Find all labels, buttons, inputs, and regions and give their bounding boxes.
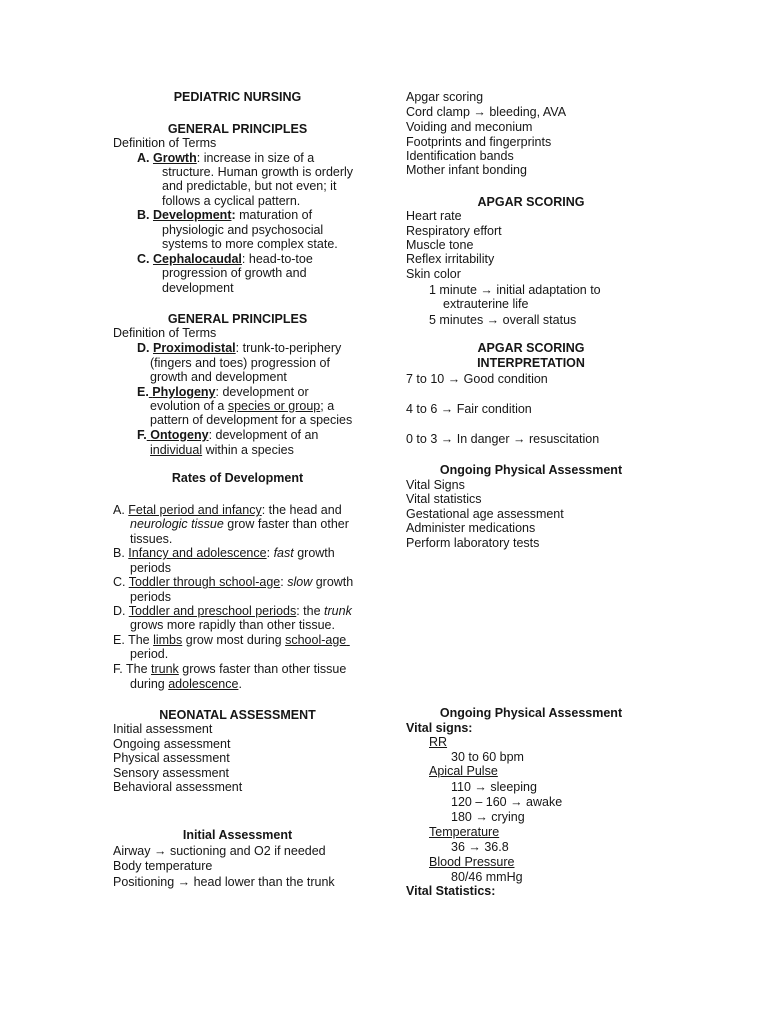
section-heading: Ongoing Physical Assessment bbox=[439, 706, 623, 720]
list-item: Respiratory effort bbox=[406, 224, 502, 238]
term-continuation: pattern of development for a species bbox=[150, 413, 353, 427]
rate-item bbox=[113, 503, 342, 517]
term-continuation: progression of growth and bbox=[162, 266, 307, 280]
list-item: Muscle tone bbox=[406, 238, 474, 252]
timing-item: 1 minute → initial adaptation to bbox=[429, 283, 601, 297]
list-item: Apgar scoring bbox=[406, 90, 484, 104]
rate-text: : the head and bbox=[261, 503, 342, 517]
vital-sign-label: Apical Pulse bbox=[429, 764, 498, 778]
term-continuation: systems to more complex state. bbox=[162, 237, 338, 251]
section-heading: Rates of Development bbox=[171, 471, 304, 485]
list-item: Sensory assessment bbox=[113, 766, 230, 780]
term-definition: head-to-toe bbox=[248, 252, 313, 266]
vital-sign-value: 80/46 mmHg bbox=[451, 870, 523, 884]
continuation-text: evolution of a bbox=[150, 399, 225, 413]
term-definition: development or bbox=[222, 385, 309, 399]
rate-topic: Fetal period and infancy bbox=[128, 503, 262, 517]
continuation-text: within a species bbox=[205, 443, 294, 457]
term-cephalocaudal bbox=[137, 252, 313, 266]
list-item: Identification bands bbox=[406, 149, 514, 163]
rate-text: : bbox=[280, 575, 284, 589]
rate-text: grow faster than other bbox=[227, 517, 349, 531]
term-continuation bbox=[150, 443, 294, 457]
rate-item bbox=[113, 575, 353, 589]
list-item: Initial assessment bbox=[113, 722, 213, 736]
list-item: Ongoing assessment bbox=[113, 737, 231, 751]
term-continuation: follows a cyclical pattern. bbox=[162, 194, 301, 208]
vital-sign-value: 110 → sleeping bbox=[451, 780, 537, 794]
rate-item-continuation bbox=[130, 677, 242, 691]
rate-topic: trunk bbox=[151, 662, 179, 676]
list-item: Vital statistics bbox=[406, 492, 482, 506]
term-separator: : bbox=[231, 208, 236, 222]
list-item: Footprints and fingerprints bbox=[406, 135, 552, 149]
term-phylogeny bbox=[137, 385, 309, 399]
rate-topic-underline bbox=[285, 633, 350, 647]
rate-text: The bbox=[128, 633, 150, 647]
score-range: 0 to 3 → In danger → resuscitation bbox=[406, 432, 600, 446]
term-continuation: (fingers and toes) progression of bbox=[150, 356, 330, 370]
term-continuation: physiologic and psychosocial bbox=[162, 223, 324, 237]
rate-letter: B. bbox=[113, 546, 125, 560]
section-heading: APGAR SCORING bbox=[477, 195, 585, 209]
rate-letter: D. bbox=[113, 604, 126, 618]
rate-item-continuation: period. bbox=[130, 647, 169, 661]
vital-sign-value: 120 – 160 → awake bbox=[451, 795, 563, 809]
list-item: Cord clamp → bleeding, AVA bbox=[406, 105, 567, 119]
term-definition: increase in size of a bbox=[203, 151, 315, 165]
rate-item-continuation: tissues. bbox=[130, 532, 173, 546]
list-item: Gestational age assessment bbox=[406, 507, 564, 521]
score-range: 7 to 10 → Good condition bbox=[406, 372, 548, 386]
section-heading: GENERAL PRINCIPLES bbox=[167, 122, 308, 136]
term-name: Growth bbox=[152, 151, 197, 165]
term-separator: : bbox=[215, 385, 219, 399]
rate-text: : bbox=[266, 546, 271, 560]
term-letter: C. bbox=[137, 252, 150, 266]
term-letter: B. bbox=[137, 208, 150, 222]
rate-text: during bbox=[130, 677, 165, 691]
rate-letter: F. bbox=[113, 662, 123, 676]
vital-sign-label: Temperature bbox=[429, 825, 500, 839]
rate-text: growth bbox=[297, 546, 335, 560]
term-letter: F. bbox=[137, 428, 147, 442]
list-item: Body temperature bbox=[113, 859, 213, 873]
rate-topic: Toddler through school-age bbox=[128, 575, 281, 589]
score-range: 4 to 6 → Fair condition bbox=[406, 402, 532, 416]
rate-topic: limbs bbox=[153, 633, 183, 647]
rate-letter: C. bbox=[113, 575, 126, 589]
list-item: Mother infant bonding bbox=[406, 163, 527, 177]
list-item: Vital Signs bbox=[406, 478, 465, 492]
term-name-underline bbox=[147, 428, 209, 442]
term-letter: D. bbox=[137, 341, 150, 355]
rate-item bbox=[113, 604, 352, 618]
section-heading: Ongoing Physical Assessment bbox=[439, 463, 623, 477]
section-heading: GENERAL PRINCIPLES bbox=[167, 312, 308, 326]
list-item: Skin color bbox=[406, 267, 461, 281]
rate-item-continuation: periods bbox=[130, 561, 171, 575]
vital-statistics-label: Vital Statistics: bbox=[406, 884, 496, 898]
list-item: Administer medications bbox=[406, 521, 536, 535]
timing-item-continuation: extrauterine life bbox=[443, 297, 529, 311]
term-ontogeny bbox=[137, 428, 318, 442]
term-continuation: and predictable, but not even; it bbox=[162, 179, 337, 193]
rate-emphasis: trunk bbox=[324, 604, 352, 618]
rate-topic: Infancy and adolescence bbox=[128, 546, 267, 560]
continuation-emphasis: individual bbox=[150, 443, 203, 457]
term-separator: : bbox=[196, 151, 201, 165]
list-item: Perform laboratory tests bbox=[406, 536, 540, 550]
rate-topic: adolescence bbox=[168, 677, 239, 691]
timing-item: 5 minutes → overall status bbox=[429, 313, 577, 327]
section-subheading: Definition of Terms bbox=[113, 136, 217, 150]
term-separator: : bbox=[241, 252, 246, 266]
term-letter: E. bbox=[137, 385, 149, 399]
rate-text: growth bbox=[315, 575, 354, 589]
rate-text: grows faster than other tissue bbox=[182, 662, 347, 676]
vital-sign-value: 30 to 60 bpm bbox=[451, 750, 524, 764]
rate-item-continuation: periods bbox=[130, 590, 171, 604]
vital-sign-label: Blood Pressure bbox=[429, 855, 515, 869]
continuation-emphasis: species or group bbox=[227, 399, 321, 413]
vital-sign-value: 36 → 36.8 bbox=[451, 840, 509, 854]
list-item: Voiding and meconium bbox=[406, 120, 533, 134]
section-subheading: Definition of Terms bbox=[113, 326, 217, 340]
rate-item-continuation: grows more rapidly than other tissue. bbox=[130, 618, 335, 632]
rate-topic: Toddler and preschool periods bbox=[128, 604, 297, 618]
vital-signs-label: Vital signs: bbox=[406, 721, 473, 735]
list-item: Reflex irritability bbox=[406, 252, 495, 266]
term-separator: : bbox=[208, 428, 213, 442]
rate-item bbox=[113, 546, 335, 560]
term-continuation: growth and development bbox=[150, 370, 287, 384]
list-item: Physical assessment bbox=[113, 751, 230, 765]
term-letter: A. bbox=[137, 151, 150, 165]
term-definition: trunk-to-periphery bbox=[242, 341, 342, 355]
rate-topic: school-age bbox=[285, 633, 347, 647]
term-name-underline bbox=[149, 385, 216, 399]
term-continuation: development bbox=[162, 281, 234, 295]
term-name: Ontogeny bbox=[150, 428, 209, 442]
term-development bbox=[137, 208, 312, 222]
rate-text: The bbox=[125, 662, 148, 676]
section-heading: Initial Assessment bbox=[182, 828, 293, 842]
term-name: Proximodistal bbox=[152, 341, 236, 355]
term-separator: : bbox=[235, 341, 240, 355]
rate-item-continuation bbox=[130, 517, 349, 531]
rate-emphasis: neurologic tissue bbox=[130, 517, 224, 531]
term-continuation bbox=[150, 399, 334, 413]
rate-text: : the bbox=[296, 604, 321, 618]
list-item: Positioning → head lower than the trunk bbox=[113, 875, 335, 889]
list-item: Airway → suctioning and O2 if needed bbox=[113, 844, 326, 858]
vital-sign-label: RR bbox=[429, 735, 448, 749]
term-name: Cephalocaudal bbox=[152, 252, 242, 266]
term-name: Development bbox=[152, 208, 232, 222]
term-continuation: structure. Human growth is orderly bbox=[162, 165, 354, 179]
rate-emphasis: slow bbox=[287, 575, 313, 589]
term-name: Phylogeny bbox=[152, 385, 216, 399]
term-proximodistal bbox=[137, 341, 341, 355]
rate-letter: A. bbox=[113, 503, 125, 517]
term-growth bbox=[137, 151, 314, 165]
rate-text: grow most during bbox=[185, 633, 282, 647]
document-title: PEDIATRIC NURSING bbox=[173, 90, 302, 104]
term-definition: development of an bbox=[215, 428, 319, 442]
rate-item bbox=[113, 633, 350, 647]
continuation-text: ; a bbox=[320, 399, 335, 413]
term-definition: maturation of bbox=[239, 208, 313, 222]
list-item: Behavioral assessment bbox=[113, 780, 243, 794]
vital-sign-value: 180 → crying bbox=[451, 810, 525, 824]
rate-letter: E. bbox=[113, 633, 125, 647]
rate-item bbox=[113, 662, 346, 676]
rate-emphasis: fast bbox=[273, 546, 294, 560]
section-heading: INTERPRETATION bbox=[477, 356, 585, 370]
section-heading: NEONATAL ASSESSMENT bbox=[159, 708, 316, 722]
list-item: Heart rate bbox=[406, 209, 462, 223]
section-heading: APGAR SCORING bbox=[477, 341, 585, 355]
rate-text: . bbox=[238, 677, 242, 691]
